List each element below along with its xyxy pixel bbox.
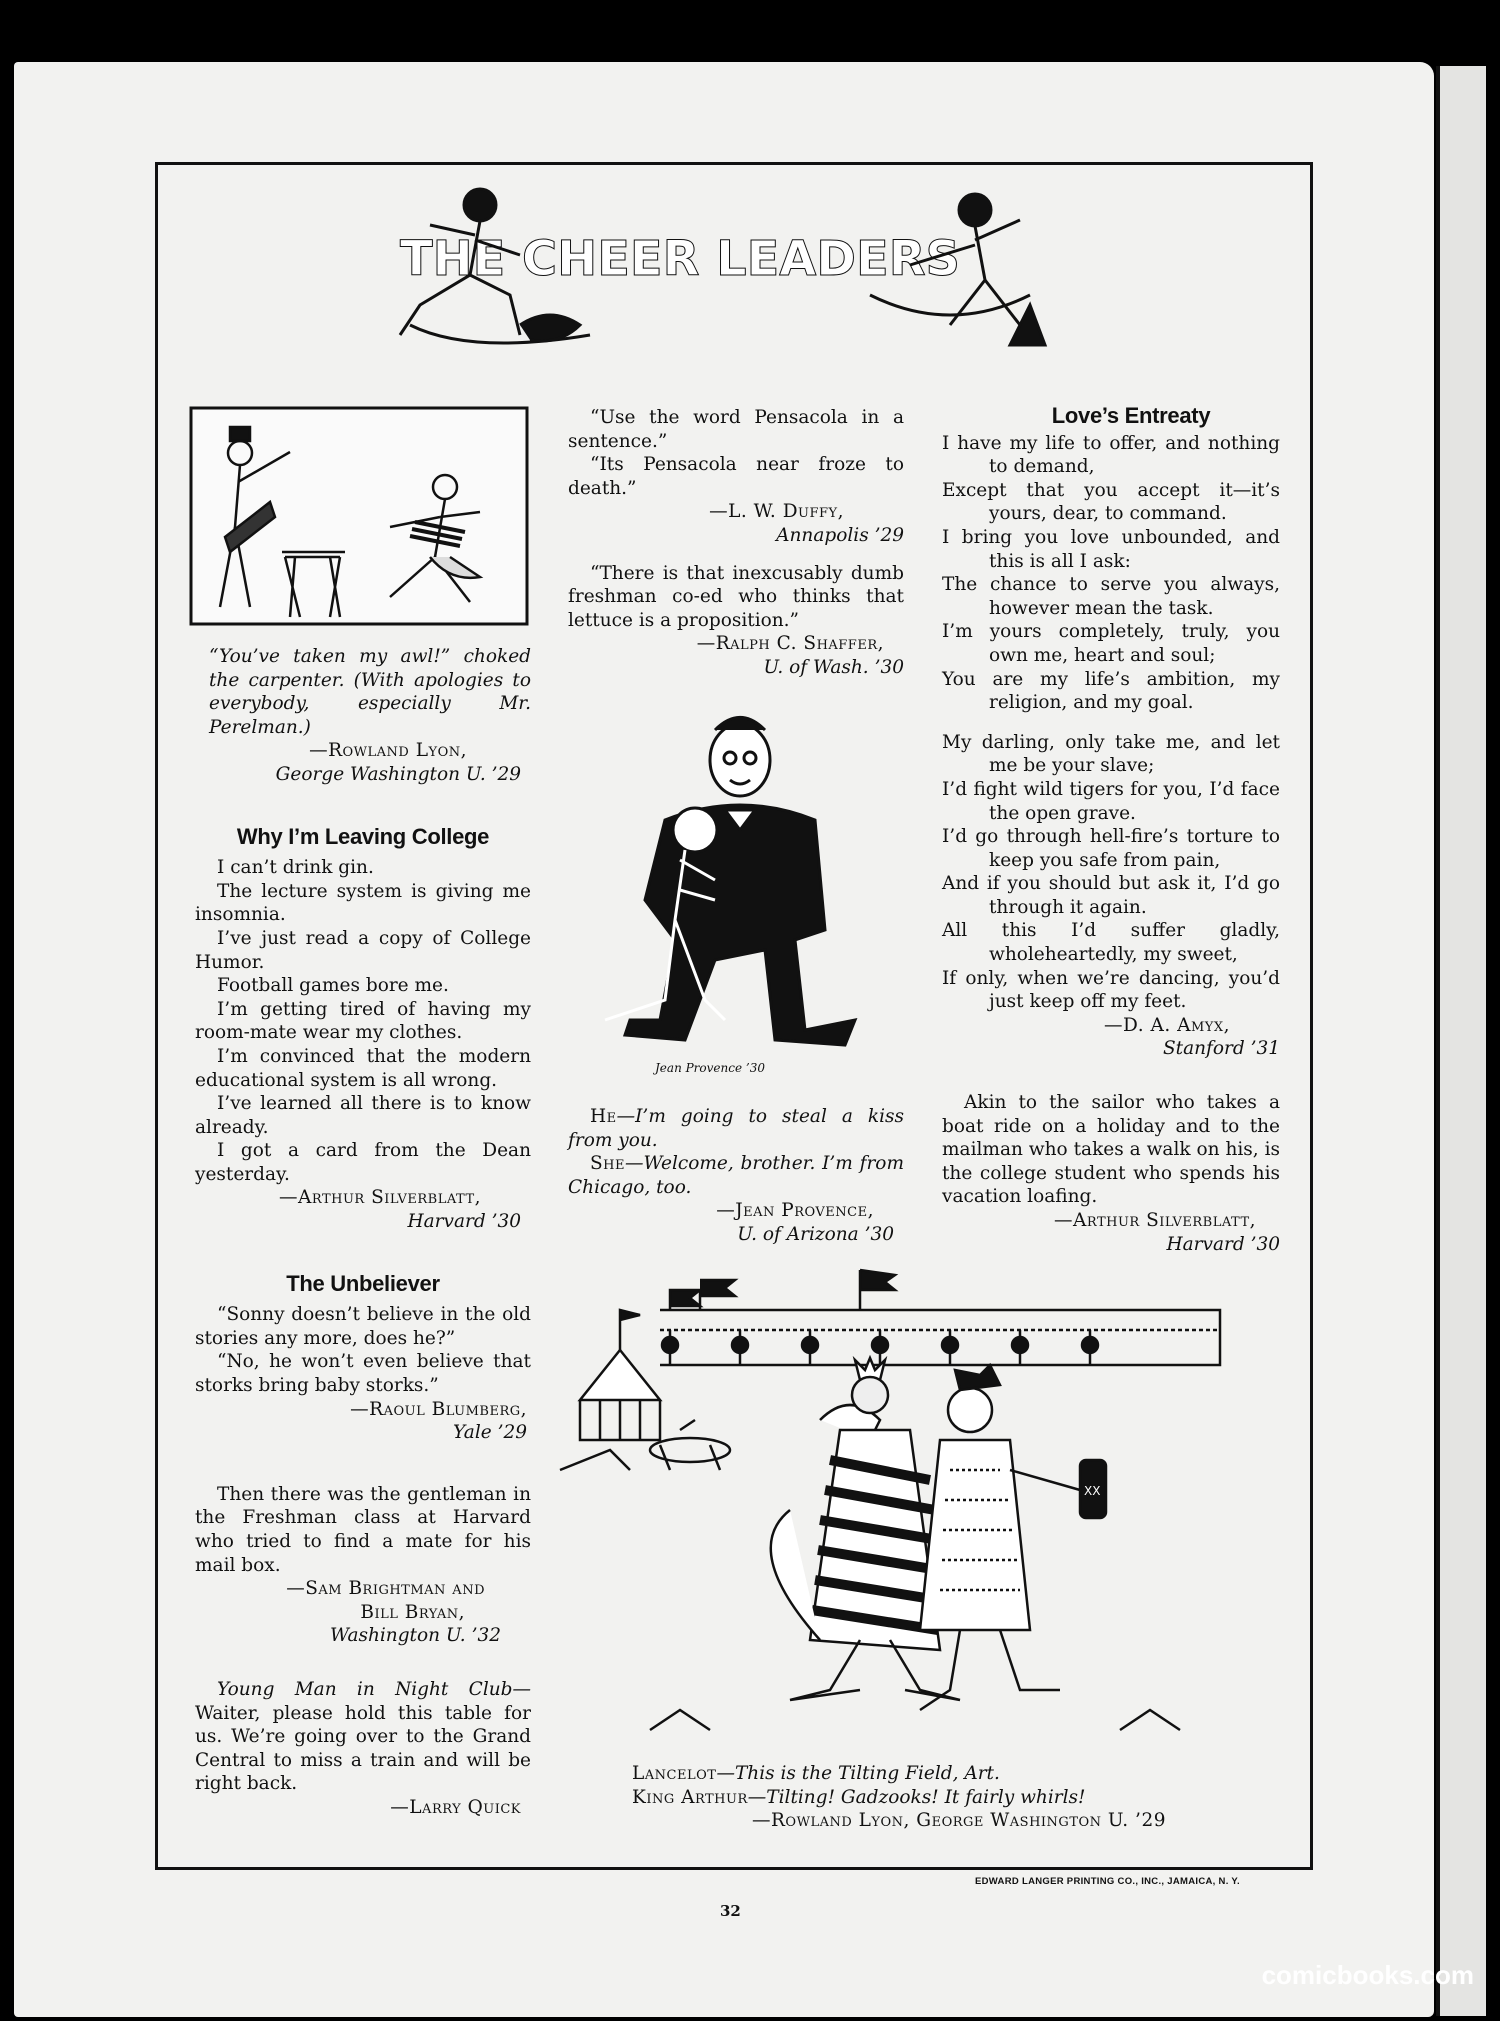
king-arthur-text: —Tilting! Gadzooks! It fairly whirls! [747,1786,1086,1808]
dance-signature: Jean Provence ’30 [655,1061,765,1075]
poem-line: I’d fight wild tigers for you, I’d face the open grave. [942,778,1280,824]
site-watermark: comicbooks.com [1261,1960,1474,1990]
leaving-line: I can’t drink gin. [217,857,374,879]
mailbox-text: Then there was the gentleman in the Freshman class at Harvard who tried to find a mate for his mail box. [195,1483,531,1576]
leaving-school: Harvard ’30 [407,1211,521,1233]
he-label: He [590,1106,617,1127]
mailbox-school: Washington U. ’32 [330,1625,501,1647]
left-column [195,645,531,1820]
carpenter-cartoon [190,407,528,625]
king-arthur-label: King Arthur [632,1786,748,1808]
akin-text: Akin to the sailor who takes a boat ride on a holiday and to the mailman who takes a walk on his, is the college student who spends his vacation loafing. [942,1092,1280,1208]
unbeliever-line-2: “No, he won’t even believe that storks bring baby storks.” [195,1351,531,1397]
pensacola-author: —L. W. Duffy, [709,501,844,523]
lancelot-label: Lancelot [632,1763,717,1784]
poem-line: I’d go through hell-fire’s torture to keep you safe from pain, [942,826,1280,871]
middle-column [568,406,904,680]
lettuce-text: “There is that inexcusably dumb freshman co-ed who thinks that lettuce is a proposition.” [568,562,904,631]
tilting-field-cartoon [560,1270,1240,1740]
mailbox-author-1: —Sam Brightman and [286,1578,485,1600]
poem-heading: Love’s Entreaty [1051,403,1211,428]
printer-credit: EDWARD LANGER PRINTING CO., INC., JAMAICA, N. Y. [975,1876,1240,1887]
leaving-college-heading: Why I’m Leaving College [236,823,490,849]
akin-author: —Arthur Silverblatt, [1054,1210,1256,1231]
pensacola-line-2: “Its Pensacola near froze to death.” [568,454,904,499]
nightclub-lead: Young Man in Night Club— [217,1678,531,1700]
poem-line: And if you should but ask it, I’d go through it again. [942,873,1280,918]
carpenter-school: George Washington U. ’29 [275,763,521,785]
poem-line: I have my life to offer, and nothing to demand, [942,432,1280,478]
banner-title: THE CHEER LEADERS [400,231,960,287]
lettuce-author: —Ralph C. Shaffer, [696,633,884,655]
dance-author: —Jean Provence, [716,1200,874,1222]
dance-school: U. of Arizona ’30 [737,1223,894,1245]
lancelot-text: —This is the Tilting Field, Art. [716,1763,1000,1784]
poem-line: Except that you accept it—it’s yours, dear, to command. [942,479,1280,525]
akin-school: Harvard ’30 [1166,1233,1280,1255]
leaving-author: —Arthur Silverblatt, [279,1187,481,1209]
poem-line: I bring you love unbounded, and this is all I ask: [942,526,1280,572]
leaving-line: Football games bore me. [217,975,449,997]
poem-author: —D. A. Amyx, [1104,1014,1230,1036]
dancing-couple-cartoon [565,700,885,1080]
carpenter-author: —Rowland Lyon, [309,740,467,762]
unbeliever-school: Yale ’29 [453,1422,527,1444]
she-label: She [590,1153,626,1175]
unbeliever-heading: The Unbeliever [286,1270,440,1296]
cheer-leaders-banner [390,185,1070,355]
nightclub-text: Waiter, please hold this table for us. We’re going over to the Grand Central to miss a train and will be right back. [195,1702,531,1795]
poem-school: Stanford ’31 [1162,1038,1280,1060]
leaving-line: I got a card from the Dean yesterday. [195,1140,531,1185]
unbeliever-line-1: “Sonny doesn’t believe in the old stories any more, does he?” [195,1304,531,1349]
pensacola-school: Annapolis ’29 [776,524,904,546]
dance-caption [568,1105,904,1247]
lettuce-school: U. of Wash. ’30 [763,656,904,678]
bottle-label: XX [1084,1484,1101,1498]
poem-line: I’m yours completely, truly, you own me, heart and soul; [942,621,1280,666]
poem-line: The chance to serve you always, however mean the task. [942,574,1280,619]
unbeliever-author: —Raoul Blumberg, [350,1398,527,1420]
right-column [942,404,1280,1256]
nightclub-author: —Larry Quick [390,1796,521,1818]
tilting-credit: —Rowland Lyon, George Washington U. ’29 [752,1810,1166,1832]
she-text: —Welcome, brother. I’m from Chicago, too. [568,1153,904,1198]
poem-line: My darling, only take me, and let me be your slave; [942,731,1280,777]
leaving-line: I’m convinced that the modern educational system is all wrong. [195,1045,531,1091]
he-text: —I’m going to steal a kiss from you. [568,1106,904,1151]
leaving-line: I’m getting tired of having my room-mate wear my clothes. [195,998,531,1044]
next-page-edge [1436,66,1486,2016]
pensacola-line-1: “Use the word Pensacola in a sentence.” [568,407,904,452]
mailbox-author-2: Bill Bryan, [360,1601,465,1623]
leaving-line: I’ve learned all there is to know already. [195,1093,531,1138]
leaving-line: The lecture system is giving me insomnia. [195,880,531,926]
tilting-caption [632,1762,1252,1833]
carpenter-caption: “You’ve taken my awl!” choked the carpenter. (With apologies to everybody, especially Mr. Perelman.) [209,646,531,738]
page-number: 32 [720,1902,741,1920]
poem-line: If only, when we’re dancing, you’d just keep off my feet. [942,967,1280,1013]
leaving-line: I’ve just read a copy of College Humor. [195,927,531,973]
poem-line: You are my life’s ambition, my religion, and my goal. [942,668,1280,714]
poem-line: All this I’d suffer gladly, wholeheartedly, my sweet, [942,920,1280,966]
